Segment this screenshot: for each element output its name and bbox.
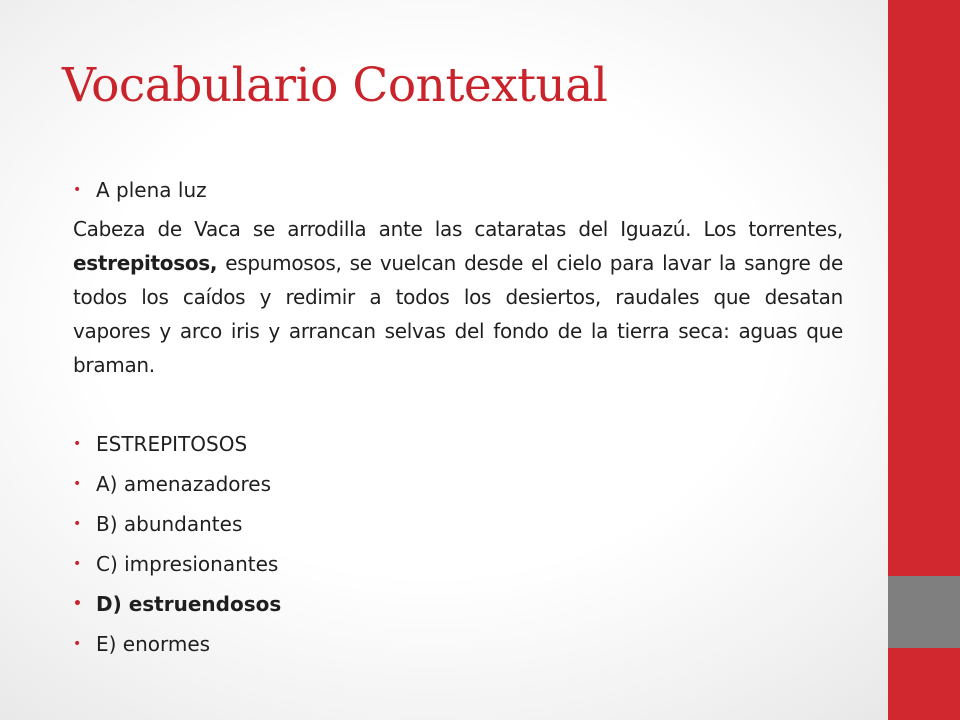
question-word-item [73, 424, 843, 464]
side-bar-red-bottom [888, 648, 960, 720]
side-bar-gray-block [888, 576, 960, 648]
option-d-correct [73, 584, 843, 624]
option-a [73, 464, 843, 504]
bullet-icon: • [73, 182, 82, 198]
side-bar-red-top [888, 0, 960, 576]
option-label: C) impresionantes [96, 552, 279, 576]
bullet-icon: • [73, 556, 82, 572]
option-label: A) amenazadores [96, 472, 272, 496]
bullet-icon: • [73, 516, 82, 532]
option-c [73, 544, 843, 584]
passage-text-after: espumosos, se vuelcan desde el cielo para lavar la sangre de todos los caídos y redimir a todos los desiertos, raudales que desatan vapores y arco iris y arrancan selvas del fondo de la tierra seca: aguas que braman. [73, 251, 843, 377]
bullet-item-section [73, 172, 843, 208]
bullet-icon: • [73, 636, 82, 652]
option-label: D) estruendosos [96, 592, 282, 616]
slide-title: Vocabulario Contextual [62, 58, 608, 113]
option-label: E) enormes [96, 632, 211, 656]
passage-highlighted-word: estrepitosos, [73, 251, 218, 275]
question-word: ESTREPITOSOS [96, 432, 248, 456]
bullet-icon: • [73, 596, 82, 612]
bullet-icon: • [73, 436, 82, 452]
option-b [73, 504, 843, 544]
passage-paragraph [73, 212, 843, 382]
slide-content [73, 172, 843, 664]
option-e [73, 624, 843, 664]
decorative-side-bar [888, 0, 960, 720]
bullet-icon: • [73, 476, 82, 492]
question-list [73, 424, 843, 664]
section-label: A plena luz [96, 178, 207, 202]
option-label: B) abundantes [96, 512, 243, 536]
passage-text-before: Cabeza de Vaca se arrodilla ante las cataratas del Iguazú. Los torrentes, [73, 217, 843, 241]
